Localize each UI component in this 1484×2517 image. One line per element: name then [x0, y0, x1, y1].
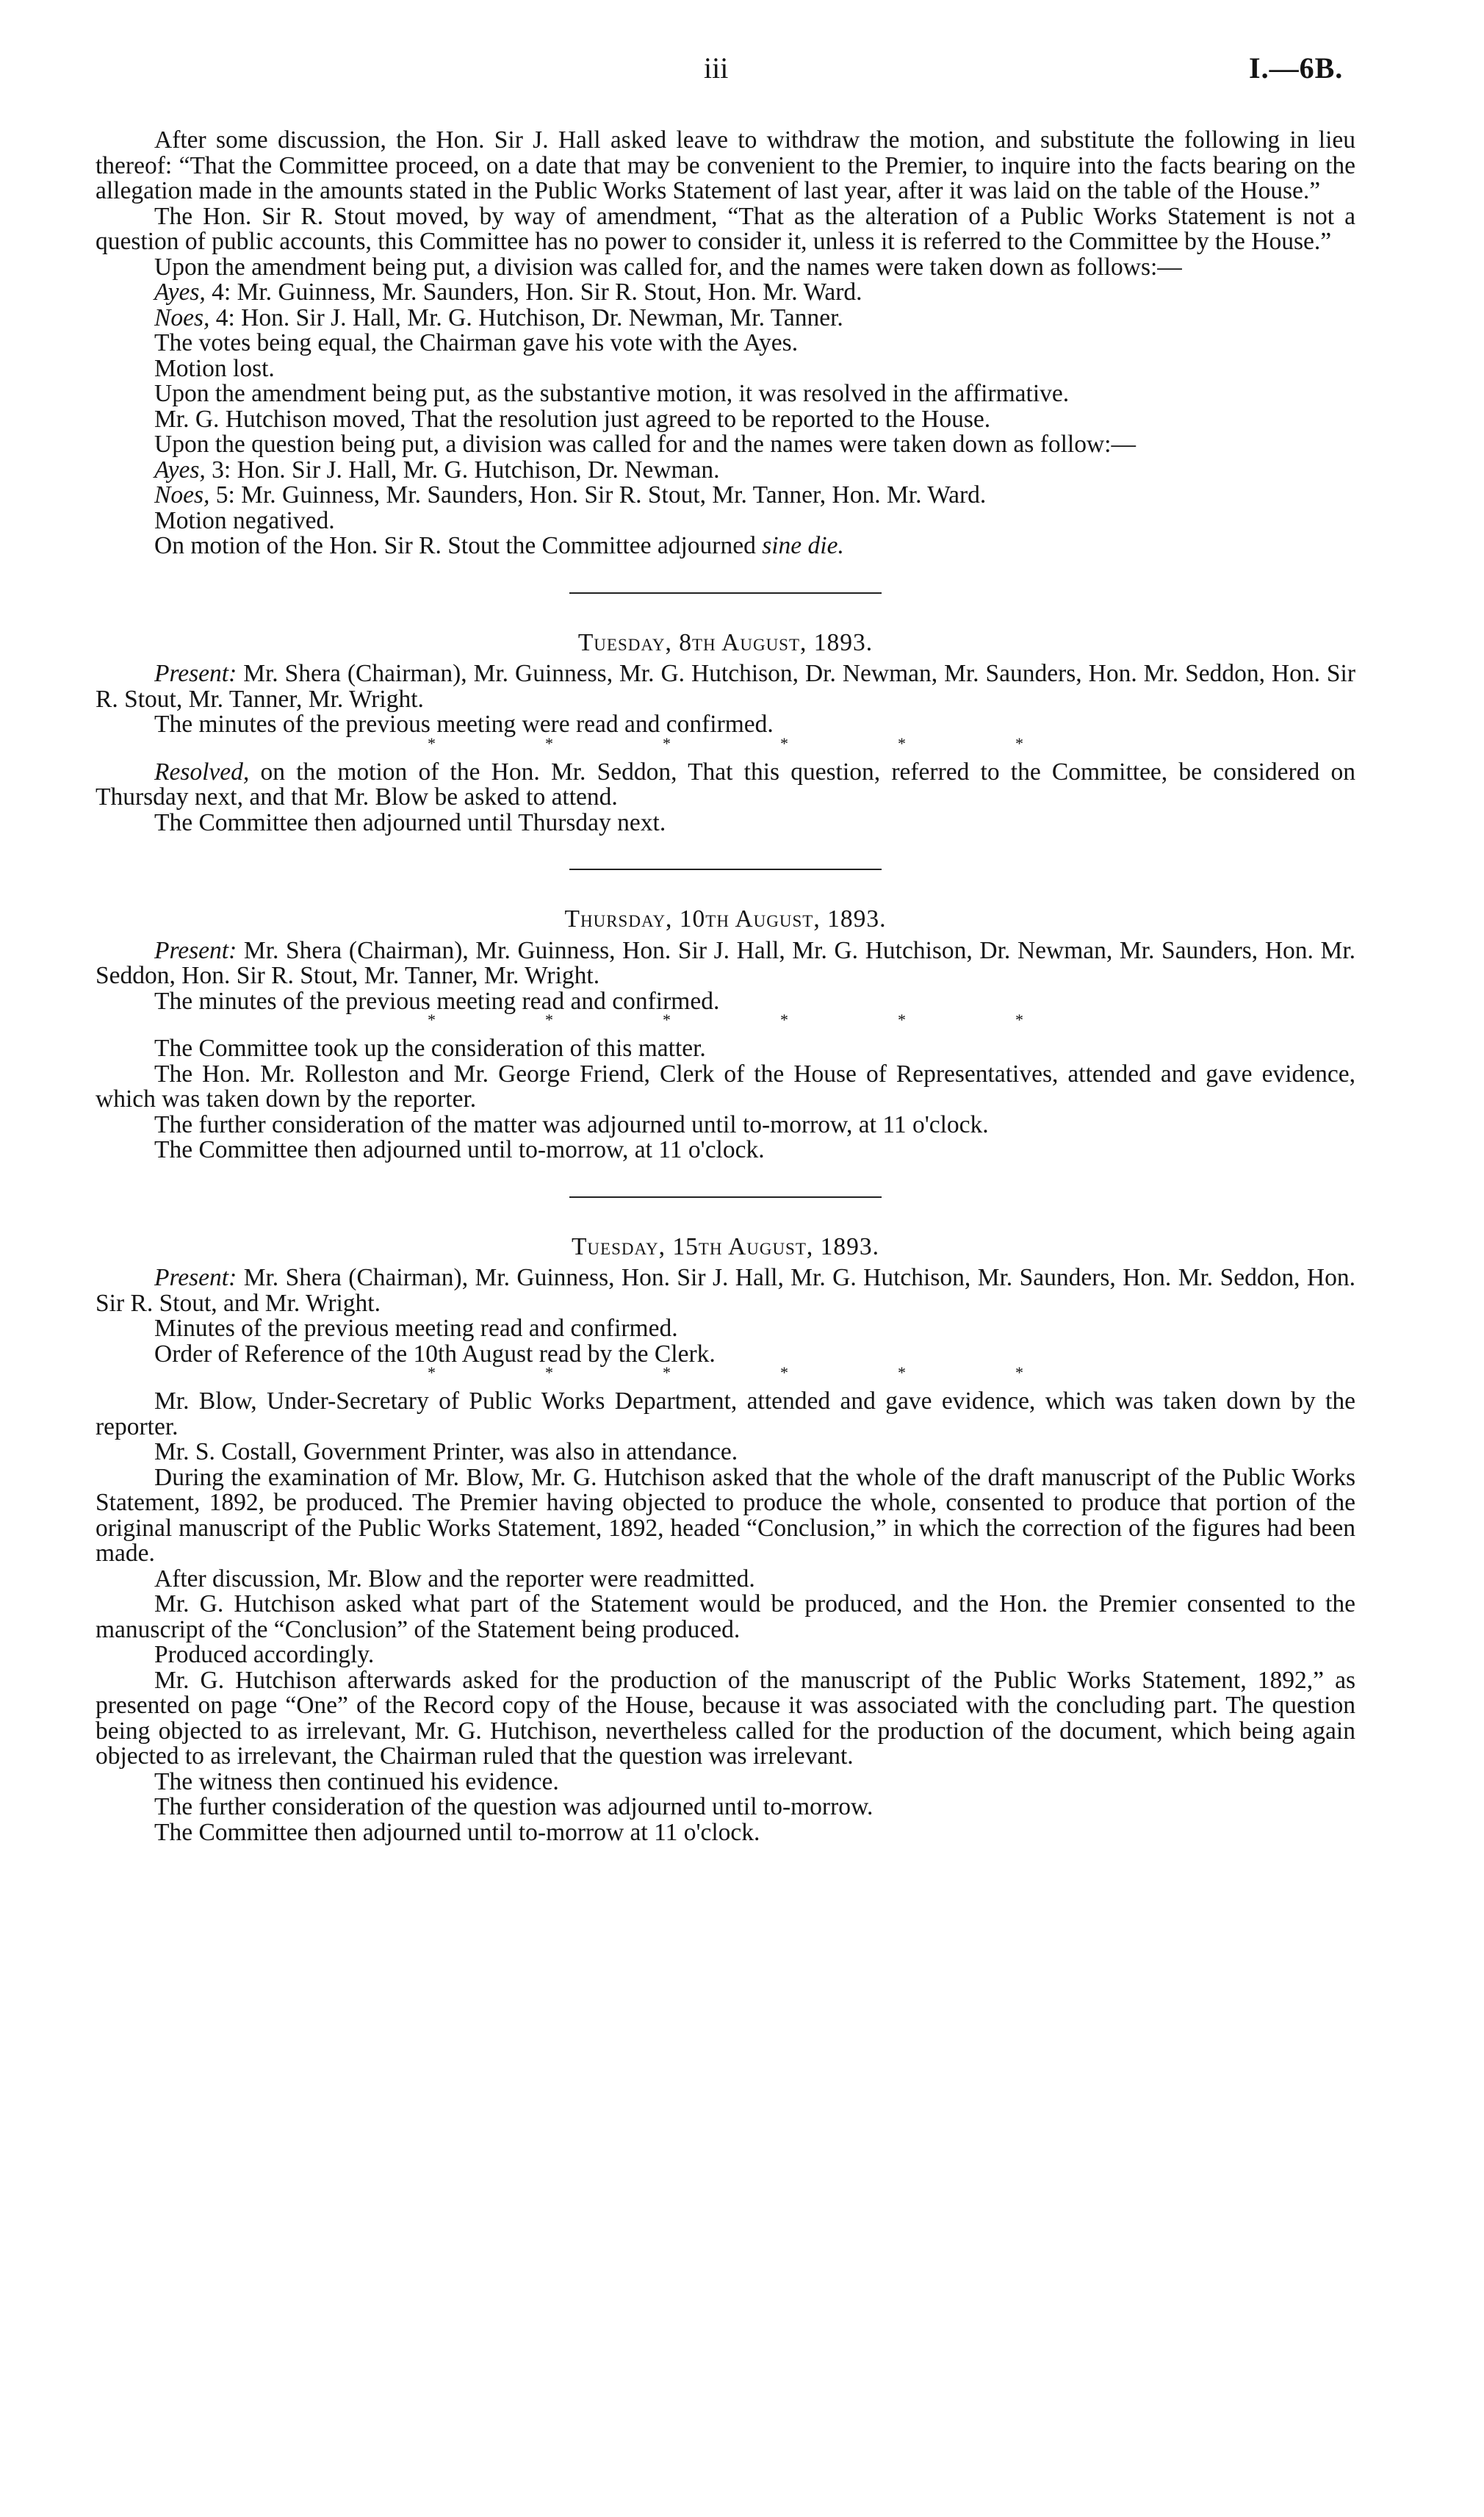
adjournment-tail: sine die.: [762, 532, 844, 559]
ayes-names: 4: Mr. Guinness, Mr. Saunders, Hon. Sir R. Stout, Hon. Mr. Ward.: [212, 279, 862, 306]
asterisk: *: [545, 1010, 553, 1029]
adjournment-text: On motion of the Hon. Sir R. Stout the Committee adjourned: [154, 532, 756, 559]
paragraph: Upon the amendment being put, a division was called for, and the names were taken down as follows:—: [154, 253, 1182, 281]
paragraph: The further consideration of the matter was adjourned until to-morrow, at 11 o'clock.: [154, 1110, 989, 1138]
asterisk: *: [663, 733, 671, 753]
asterisk: *: [780, 1363, 788, 1382]
division-ayes: [96, 458, 1355, 484]
noes-names: 4: Hon. Sir J. Hall, Mr. G. Hutchison, Dr. Newman, Mr. Tanner.: [215, 304, 843, 331]
section-divider: [569, 869, 882, 870]
ayes-label: Ayes,: [154, 456, 206, 484]
asterisk: *: [428, 1010, 436, 1029]
paragraph: The witness then continued his evidence.: [154, 1767, 559, 1795]
paragraph: The Committee then adjourned until to-morrow at 11 o'clock.: [154, 1818, 760, 1846]
present-members: Mr. Shera (Chairman), Mr. Guinness, Hon. Sir J. Hall, Mr. G. Hutchison, Dr. Newman, Mr. Saunders, Hon. Mr. Seddon, Hon. Sir R. Stout, Mr. Tanner, Mr. Wright.: [96, 936, 1356, 989]
meeting-date: Tuesday, 8th August, 1893.: [577, 628, 874, 656]
minutes-body: [96, 128, 1355, 1845]
paragraph: Mr. S. Costall, Government Printer, was also in attendance.: [154, 1438, 738, 1465]
paragraph: Mr. G. Hutchison afterwards asked for the production of the manuscript of the Public Works Statement, 1892,” as presented on page “One” of the Record copy of the House, because it was associated with the concluding part. The question being objected to as irrelevant, Mr. G. Hutchison, nevertheless called for the production of the document, which being again objected to as irrelevant, the Chairman ruled that the question was irrelevant.: [96, 1666, 1355, 1770]
asterisk: *: [428, 733, 436, 753]
paragraph: After discussion, Mr. Blow and the reporter were readmitted.: [154, 1565, 755, 1593]
present-label: Present:: [154, 936, 237, 964]
section-divider: [569, 592, 882, 594]
paragraph: The Committee then adjourned until Thursday next.: [154, 808, 666, 836]
paragraph: The Hon. Mr. Rolleston and Mr. George Friend, Clerk of the House of Representatives, attended and gave evidence, which was taken down by the reporter.: [96, 1060, 1355, 1113]
ayes-label: Ayes,: [154, 279, 206, 306]
noes-label: Noes,: [154, 304, 210, 331]
document-reference: I.—6B.: [1249, 51, 1344, 85]
present-paragraph: [96, 938, 1355, 989]
minutes-confirmed: The minutes of the previous meeting read and confirmed.: [154, 987, 720, 1015]
asterisk: *: [1015, 733, 1023, 753]
paragraph: Produced accordingly.: [154, 1641, 375, 1668]
present-paragraph: [96, 661, 1355, 712]
meeting-15th-august: [96, 1232, 1355, 1846]
present-members: Mr. Shera (Chairman), Mr. Guinness, Hon. Sir J. Hall, Mr. G. Hutchison, Mr. Saunders, Hon. Mr. Seddon, Hon. Sir R. Stout, and Mr. Wright.: [96, 1264, 1355, 1317]
meeting-8th-august: [96, 628, 1356, 836]
paragraph: Motion negatived.: [154, 506, 335, 534]
meeting-date: Tuesday, 15th August, 1893.: [571, 1232, 880, 1260]
paragraph: The further consideration of the question was adjourned until to-morrow.: [154, 1793, 874, 1820]
paragraph: During the examination of Mr. Blow, Mr. G. Hutchison asked that the whole of the draft manuscript of the Public Works Statement, 1892, be produced. The Premier having objected to produce the whole, consented to produce that portion of the original manuscript of the Public Works Statement, 1892, headed “Conclusion,” in which the correction of the figures had been made.: [96, 1463, 1355, 1567]
present-members: Mr. Shera (Chairman), Mr. Guinness, Mr. G. Hutchison, Dr. Newman, Mr. Saunders, Hon. Mr. Seddon, Hon. Sir R. Stout, Mr. Tanner, Mr. Wright.: [96, 660, 1355, 713]
paragraph: The Committee took up the consideration of this matter.: [154, 1035, 706, 1062]
asterisk: *: [1015, 1010, 1023, 1029]
asterisk: *: [780, 1010, 788, 1029]
asterisk: *: [428, 1363, 436, 1382]
asterisk: *: [1015, 1363, 1023, 1382]
resolution-text: on the motion of the Hon. Mr. Seddon, That this question, referred to the Committee, be considered on Thursday next, and that Mr. Blow be asked to attend.: [96, 758, 1356, 811]
paragraph: Upon the question being put, a division was called for and the names were taken down as follow:—: [154, 431, 1136, 458]
paragraph: The Committee then adjourned until to-morrow, at 11 o'clock.: [154, 1136, 765, 1163]
asterisk: *: [780, 733, 788, 753]
asterisk: *: [663, 1363, 671, 1382]
previous-meeting-continuation: [96, 128, 1355, 559]
paragraph: Mr. G. Hutchison moved, That the resolution just agreed to be reported to the House.: [154, 405, 991, 433]
paragraph: Mr. Blow, Under-Secretary of Public Works Department, attended and gave evidence, which was taken down by the reporter.: [96, 1387, 1355, 1440]
present-paragraph: [96, 1265, 1355, 1316]
paragraph: The votes being equal, the Chairman gave his vote with the Ayes.: [154, 329, 799, 356]
page-header: [0, 51, 1484, 93]
minutes-confirmed: The minutes of the previous meeting were read and confirmed.: [154, 711, 774, 738]
paragraph: After some discussion, the Hon. Sir J. Hall asked leave to withdraw the motion, and substitute the following in lieu thereof: “That the Committee proceed, on a date that may be convenient to the Premier, to inquire into the facts bearing on the allegation made in the amounts stated in the Public Works Statement of last year, after it was laid on the table of the House.”: [96, 126, 1355, 204]
present-label: Present:: [154, 660, 237, 687]
asterisk: *: [663, 1010, 671, 1029]
asterisk: *: [898, 1010, 906, 1029]
resolved-label: Resolved,: [154, 758, 250, 786]
division-noes: [96, 483, 1355, 509]
paragraph: [96, 534, 1355, 559]
paragraph: The Hon. Sir R. Stout moved, by way of amendment, “That as the alteration of a Public Works Statement is not a question of public accounts, this Committee has no power to consider it, unless it is referred to the Committee by the House.”: [96, 202, 1355, 255]
division-noes: [96, 306, 1355, 331]
page-number: iii: [704, 51, 729, 85]
noes-label: Noes,: [154, 481, 210, 509]
order-of-reference: Order of Reference of the 10th August read by the Clerk.: [154, 1340, 716, 1368]
asterisk: *: [545, 733, 553, 753]
division-ayes: [96, 280, 1355, 306]
present-label: Present:: [154, 1264, 237, 1291]
noes-names: 5: Mr. Guinness, Mr. Saunders, Hon. Sir R. Stout, Mr. Tanner, Hon. Mr. Ward.: [215, 481, 987, 509]
ayes-names: 3: Hon. Sir J. Hall, Mr. G. Hutchison, Dr. Newman.: [212, 456, 720, 484]
paragraph: Upon the amendment being put, as the substantive motion, it was resolved in the affirmative.: [154, 380, 1070, 407]
meeting-date: Thursday, 10th August, 1893.: [564, 905, 887, 933]
resolution-paragraph: [96, 760, 1355, 811]
asterisk: *: [898, 1363, 906, 1382]
paragraph: Motion lost.: [154, 354, 275, 382]
asterisk: *: [898, 733, 906, 753]
section-divider: [569, 1196, 882, 1198]
meeting-10th-august: [96, 907, 1355, 1163]
minutes-confirmed: Minutes of the previous meeting read and confirmed.: [154, 1315, 678, 1342]
paragraph: Mr. G. Hutchison asked what part of the Statement would be produced, and the Hon. the Premier consented to the manuscript of the “Conclusion” of the Statement being produced.: [96, 1590, 1355, 1643]
asterisk: *: [545, 1363, 553, 1382]
